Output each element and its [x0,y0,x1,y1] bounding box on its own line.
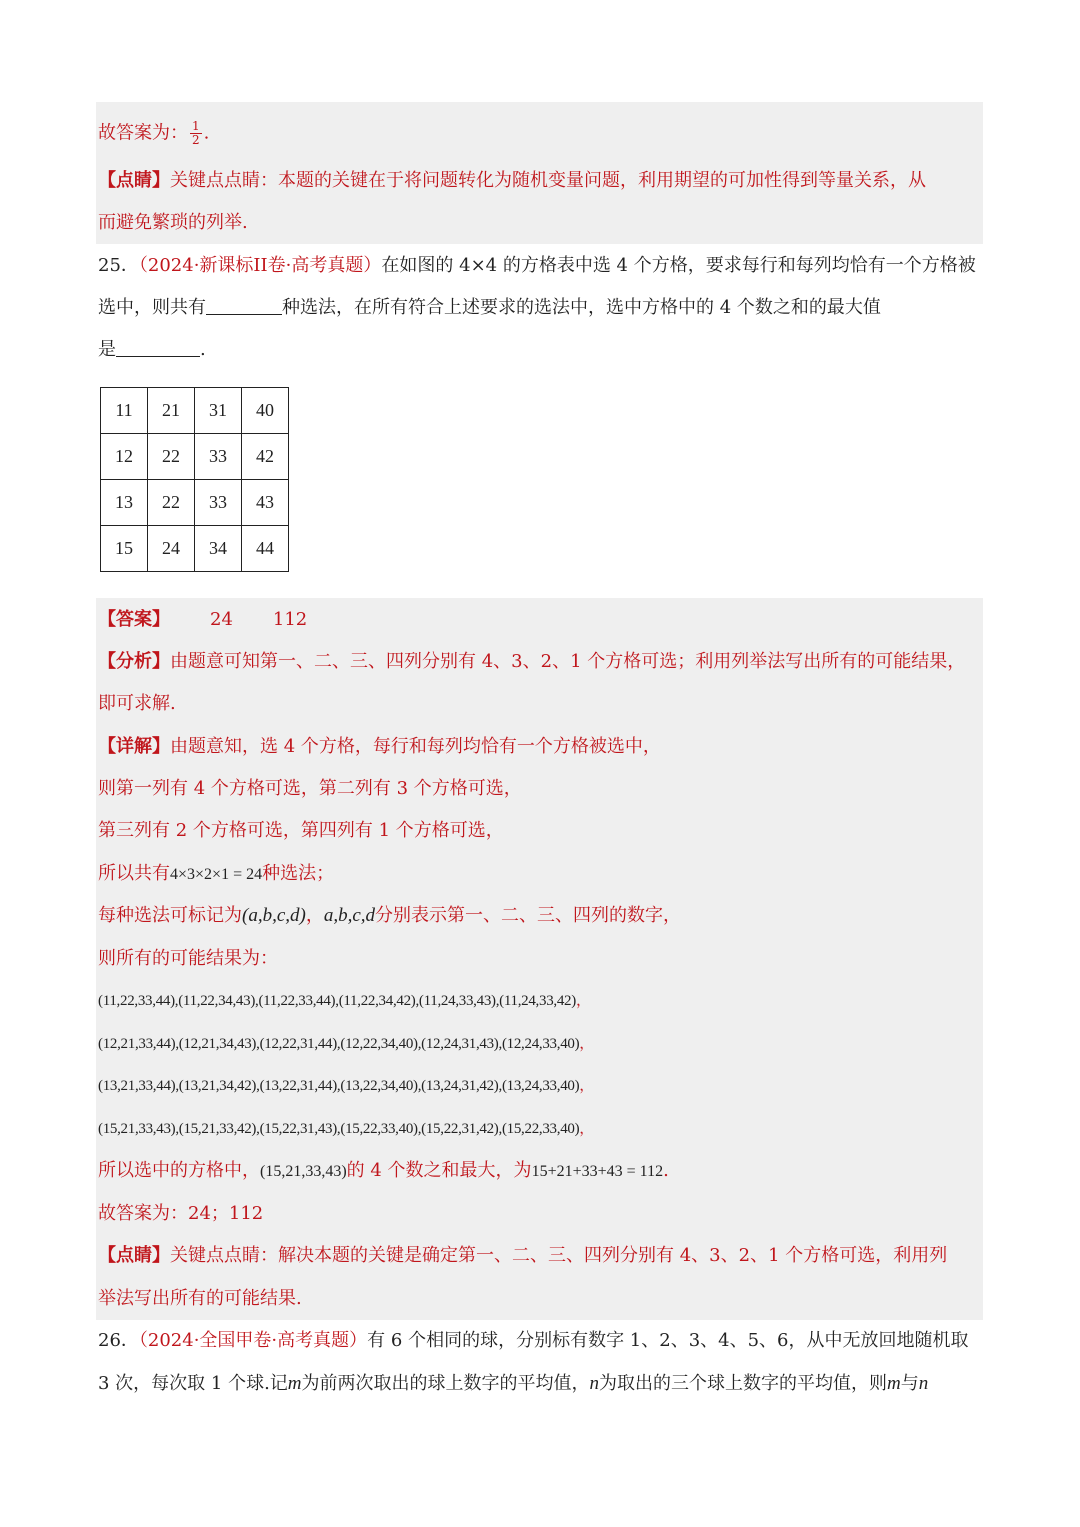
grid-cell: 24 [148,526,195,572]
result-list-row: (11,22,33,44),(11,22,34,43),(11,22,33,44),(11,22,34,42),(11,24,33,43),(11,24,33,42)， [98,993,591,1009]
detail-line6: 则所有的可能结果为： [98,948,278,969]
q25-number: 25． [98,255,139,276]
q26-line1: 26．（2024·全国甲卷·高考真题）有 6 个相同的球，分别标有数字 1、2、3、4、5、6，从中无放回地随机取 [98,1330,969,1351]
q25-line3: 是 . [98,339,206,360]
q25-line2: 选中，则共有 种选法，在所有符合上述要求的选法中，选中方格中的 4 个数之和的最大值 [98,297,881,318]
detail-line4: 所以共有4×3×2×1 = 24种选法； [98,863,335,884]
fraction: $\frac{1}{2}$ [192,119,200,147]
q26-number: 26． [98,1330,139,1351]
comment-line2: 举法写出所有的可能结果. [98,1288,302,1309]
grid-cell: 21 [148,388,195,434]
grid-cell: 22 [148,480,195,526]
grid-cell: 40 [242,388,289,434]
grid-cell: 13 [101,480,148,526]
math-tuple: (15,21,33,43) [260,1163,347,1180]
answer-line: 【答案】 24 112 [98,609,308,630]
math-expression: 4×3×2×1 = 24 [170,866,263,883]
answer-blank-2 [116,340,200,357]
grid-cell: 31 [195,388,242,434]
detail-line1: 【详解】由题意知，选 4 个方格，每行和每列均恰有一个方格被选中， [98,736,661,757]
variable-m: m [887,1373,901,1394]
max-sum-line: 所以选中的方格中，(15,21,33,43)的 4 个数之和最大，为15+21+33+43 = 112. [98,1160,669,1181]
grid-cell: 44 [242,526,289,572]
prev-comment-line2: 而避免繁琐的列举. [98,212,248,233]
grid-cell: 42 [242,434,289,480]
math-tuple: (a,b,c,d) [242,905,306,926]
detail-line5: 每种选法可标记为(a,b,c,d)，a,b,c,d分别表示第一、二、三、四列的数字， [98,905,682,926]
number-grid-table [100,387,289,572]
grid-cell: 15 [101,526,148,572]
variable-n: n [918,1373,929,1394]
q26-source: （2024·全国甲卷·高考真题） [138,1330,368,1351]
result-list-row: (13,21,33,44),(13,21,34,42),(13,22,31,44),(13,22,34,40),(13,24,31,42),(13,24,33,40)， [98,1078,594,1094]
detail-line2: 则第一列有 4 个方格可选，第二列有 3 个方格可选， [98,778,522,799]
answer-blank-1 [206,298,282,315]
q26-line2: 3 次，每次取 1 个球.记m为前两次取出的球上数字的平均值，n为取出的三个球上数字的平均值，则m与n [98,1373,929,1394]
grid-cell: 34 [195,526,242,572]
comment-line1: 【点睛】关键点点睛：解决本题的关键是确定第一、二、三、四列分别有 4、3、2、1 个方格可选，利用列 [98,1245,948,1266]
grid-row [101,388,289,434]
prev-answer-line: 故答案为： $\frac{1}{2}$ . [98,119,210,147]
variable-m: m [287,1373,302,1394]
grid-row [101,480,289,526]
grid-row [101,434,289,480]
grid-cell: 43 [242,480,289,526]
grid-cell: 33 [195,434,242,480]
math-variables: a,b,c,d [323,905,376,926]
detail-line3: 第三列有 2 个方格可选，第四列有 1 个方格可选， [98,820,504,841]
q25-line1: 25．（2024·新课标II卷·高考真题）在如图的 4×4 的方格表中选 4 个方格，要求每行和每列均恰有一个方格被 [98,255,976,276]
result-list-row: (12,21,33,44),(12,21,34,43),(12,22,31,44),(12,22,34,40),(12,24,31,43),(12,24,33,40)， [98,1036,594,1052]
grid-cell: 22 [148,434,195,480]
final-answer-line: 故答案为：24；112 [98,1203,264,1224]
result-list-row: (15,21,33,43),(15,21,33,42),(15,22,31,43),(15,22,33,40),(15,22,31,42),(15,22,33,40)， [98,1121,594,1137]
q25-source: （2024·新课标II卷·高考真题） [138,255,382,276]
analysis-line1: 【分析】由题意可知第一、二、三、四列分别有 4、3、2、1 个方格可选；利用列举法写出所有的可能结果， [98,651,966,672]
grid-cell: 12 [101,434,148,480]
grid-cell: 33 [195,480,242,526]
variable-n: n [589,1373,600,1394]
prev-comment-line1: 【点睛】关键点点睛：本题的关键在于将问题转化为随机变量问题，利用期望的可加性得到等量关系，从 [98,170,926,191]
math-expression: 15+21+33+43 = 112 [531,1163,664,1180]
analysis-line2: 即可求解. [98,693,176,714]
grid-cell: 11 [101,388,148,434]
grid-row [101,526,289,572]
